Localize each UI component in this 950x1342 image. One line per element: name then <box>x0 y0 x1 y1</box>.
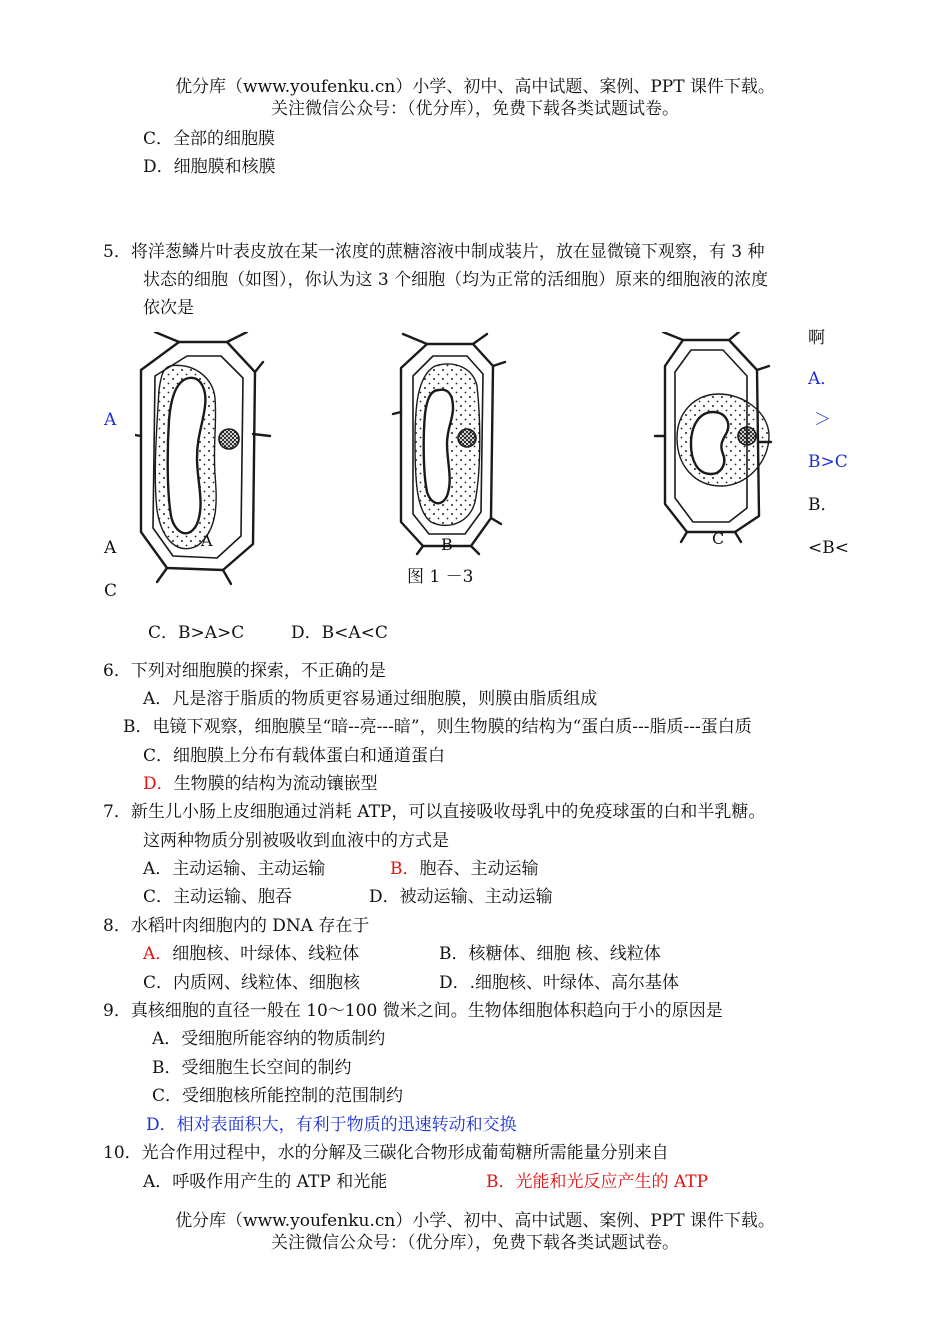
q7-stem-line-2: 这两种物质分别被吸收到血液中的方式是 <box>143 831 449 851</box>
q5-stem-line-1: 5．将洋葱鳞片叶表皮放在某一浓度的蔗糖溶液中制成装片，放在显微镜下观察，有 3 种 <box>103 242 765 262</box>
q9-option-a: A．受细胞所能容纳的物质制约 <box>152 1029 386 1049</box>
q5-option-c: C．B>A>C <box>148 623 245 643</box>
q6-stem: 6．下列对细胞膜的探索，不正确的是 <box>103 661 386 681</box>
cell-a-label: A <box>201 531 213 550</box>
q9-option-c: C．受细胞核所能控制的范围制约 <box>152 1086 404 1106</box>
q5-right-text-3: ＞ <box>814 410 831 430</box>
q5-left-text-1: A <box>104 410 117 430</box>
q10-option-a: A．呼吸作用产生的 ATP 和光能 <box>143 1172 388 1192</box>
q7-option-c: C．主动运输、胞吞 <box>143 887 293 907</box>
q10-option-b: B．光能和光反应产生的 ATP <box>486 1172 709 1192</box>
footer-line-1: 优分库（www.youfenku.cn）小学、初中、高中试题、案例、PPT 课件下载。 <box>175 1211 775 1231</box>
q8-answer-letter: A． <box>143 944 173 964</box>
q8-option-a <box>143 943 359 965</box>
q8-option-a-text: 细胞核、叶绿体、线粒体 <box>172 944 360 964</box>
q7-option-d: D．被动运输、主动运输 <box>369 887 553 907</box>
q5-right-text-2: A． <box>808 369 838 389</box>
cell-b-label: B <box>441 535 453 554</box>
q5-stem-line-3: 依次是 <box>143 298 194 318</box>
q6-option-b: B．电镜下观察，细胞膜呈“暗--亮---暗”，则生物膜的结构为“蛋白质---脂质---蛋白质 <box>123 717 752 737</box>
cell-b-drawing <box>393 334 505 554</box>
figure-caption: 图 1 －3 <box>407 567 474 587</box>
q6-answer-letter: D． <box>143 774 174 794</box>
cell-c-label: C <box>712 529 725 548</box>
q4-option-d: D．细胞膜和核膜 <box>143 157 276 177</box>
q5-right-text-1: 啊 <box>808 328 825 348</box>
q10-stem: 10．光合作用过程中，水的分解及三碳化合物形成葡萄糖所需能量分别来自 <box>103 1143 669 1163</box>
q5-stem-line-2: 状态的细胞（如图），你认为这 3 个细胞（均为正常的活细胞）原来的细胞液的浓度 <box>143 270 769 290</box>
q4-option-c: C．全部的细胞膜 <box>143 129 276 149</box>
q7-option-b <box>390 858 539 880</box>
q5-right-text-6: <B< <box>808 538 849 558</box>
q5-option-d: D．B<A<C <box>291 623 388 643</box>
q5-left-text-3: C <box>104 581 118 601</box>
q7-stem-line-1: 7．新生儿小肠上皮细胞通过消耗 ATP，可以直接吸收母乳中的免疫球蛋的白和半乳糖。 <box>103 802 766 822</box>
q7-option-a: A．主动运输、主动运输 <box>143 859 326 879</box>
q8-stem: 8．水稻叶肉细胞内的 DNA 存在于 <box>103 916 370 936</box>
header-line-1: 优分库（www.youfenku.cn）小学、初中、高中试题、案例、PPT 课件下载。 <box>175 77 775 97</box>
q9-option-b: B．受细胞生长空间的制约 <box>152 1058 352 1078</box>
q5-left-text-2: A <box>104 538 117 558</box>
q8-option-d: D．.细胞核、叶绿体、高尔基体 <box>439 973 680 993</box>
q7-answer-letter: B． <box>390 859 420 879</box>
q8-option-b: B．核糖体、细胞 核、线粒体 <box>439 944 661 964</box>
q5-right-text-4: B>C <box>808 452 848 472</box>
q6-option-d-text: 生物膜的结构为流动镶嵌型 <box>173 774 378 794</box>
q6-option-d <box>143 773 378 795</box>
header-line-2: 关注微信公众号：（优分库），免费下载各类试题试卷。 <box>271 99 679 119</box>
q9-option-d: D．相对表面积大，有利于物质的迅速转动和交换 <box>146 1115 517 1135</box>
q6-option-a: A．凡是溶于脂质的物质更容易通过细胞膜，则膜由脂质组成 <box>143 689 598 709</box>
q7-option-b-text: 胞吞、主动运输 <box>419 859 539 879</box>
footer-line-2: 关注微信公众号：（优分库），免费下载各类试题试卷。 <box>271 1233 679 1253</box>
q5-right-text-5: B． <box>808 495 838 515</box>
q8-option-c: C．内质网、线粒体、细胞核 <box>143 973 361 993</box>
q9-stem: 9．真核细胞的直径一般在 10～100 微米之间。生物体细胞体积趋向于小的原因是 <box>103 1001 723 1021</box>
cell-figure <box>135 332 795 594</box>
cell-c-drawing <box>655 332 771 542</box>
q6-option-c: C．细胞膜上分布有载体蛋白和通道蛋白 <box>143 746 446 766</box>
